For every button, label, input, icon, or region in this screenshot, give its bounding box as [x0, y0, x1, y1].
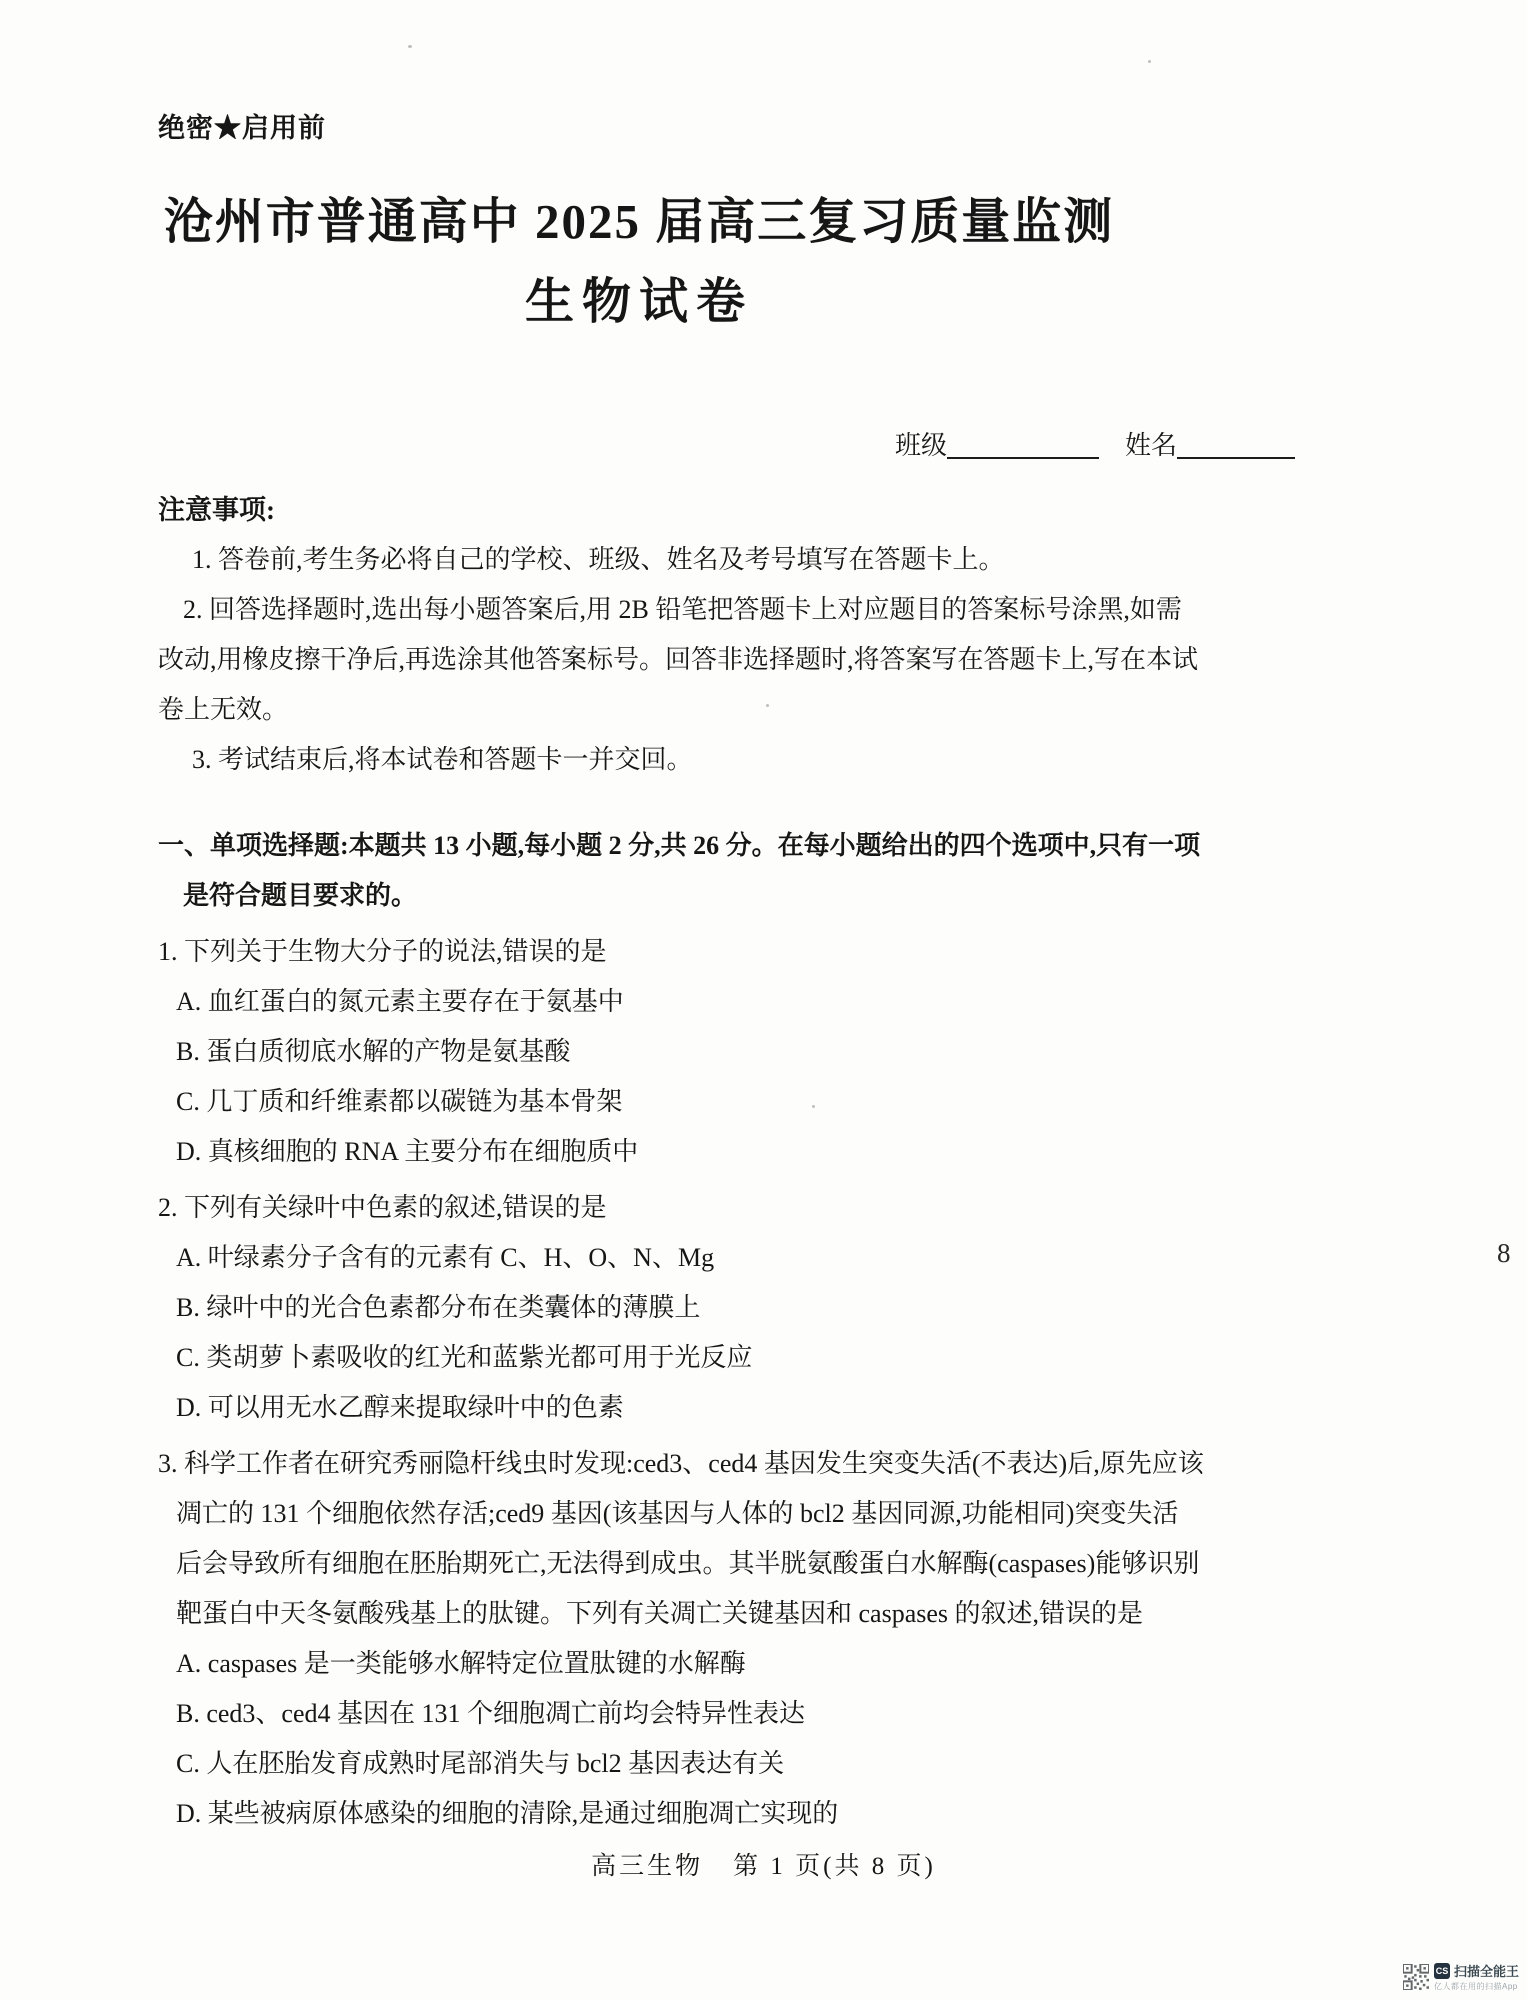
page-edge-stray-char: 8: [1497, 1238, 1511, 1268]
notice-line: 3. 考试结束后,将本试卷和答题卡一并交回。: [192, 745, 693, 774]
page-content: [158, 0, 1204, 1839]
scan-artifact-dot: [1148, 60, 1151, 63]
option-d: D. 可以用无水乙醇来提取绿叶中的色素: [176, 1393, 624, 1422]
option-b: B. 绿叶中的光合色素都分布在类囊体的薄膜上: [176, 1293, 701, 1322]
section-heading-line: 一、单项选择题:本题共 13 小题,每小题 2 分,共 26 分。在每小题给出的四个选项中,只有一项: [158, 831, 1201, 860]
watermark-app-name: 扫描全能王: [1453, 1964, 1519, 1979]
question-stem-line: 后会导致所有细胞在胚胎期死亡,无法得到成虫。其半胱氨酸蛋白水解酶(caspases)能够识别: [176, 1549, 1200, 1578]
class-label: 班级: [895, 431, 948, 460]
question-stem: 1. 下列关于生物大分子的说法,错误的是: [158, 937, 607, 966]
notice-item-2: [158, 585, 1199, 735]
watermark-top-row: [1434, 1961, 1519, 1980]
question-1: [158, 927, 1120, 1177]
section-heading-line: 是符合题目要求的。: [183, 881, 418, 910]
footer-course-label: 高三生物: [591, 1853, 704, 1880]
notice-item-3: [158, 735, 1120, 785]
option-c: C. 几丁质和纤维素都以碳链为基本骨架: [176, 1087, 623, 1116]
watermark-tagline: 亿人都在用的扫描App: [1433, 1982, 1518, 1991]
qr-code-icon: [1403, 1964, 1429, 1990]
option-d: D. 真核细胞的 RNA 主要分布在细胞质中: [176, 1137, 639, 1166]
option-a: A. 血红蛋白的氮元素主要存在于氨基中: [176, 987, 624, 1016]
option-a: A. 叶绿素分子含有的元素有 C、H、O、N、Mg: [176, 1243, 715, 1272]
notice-line: 卷上无效。: [158, 695, 289, 724]
scan-artifact-dot: [408, 45, 412, 48]
exam-title: 沧州市普通高中 2025 届高三复习质量监测: [163, 194, 1115, 249]
question-stem: 2. 下列有关绿叶中色素的叙述,错误的是: [158, 1193, 607, 1222]
notice-item-1: [158, 535, 1120, 585]
scan-artifact-dot: [812, 1105, 815, 1108]
camscanner-logo-icon: CS: [1434, 1963, 1450, 1979]
notice-line: 改动,用橡皮擦干净后,再选涂其他答案标号。回答非选择题时,将答案写在答题卡上,写在本试: [158, 645, 1199, 674]
notice-heading: 注意事项:: [158, 495, 275, 525]
question-stem-line: 靶蛋白中天冬氨酸残基上的肽键。下列有关凋亡关键基因和 caspases 的叙述,错误的是: [176, 1599, 1144, 1628]
name-blank-line: [1177, 430, 1295, 459]
question-stem-line: 3. 科学工作者在研究秀丽隐杆线虫时发现:ced3、ced4 基因发生突变失活(不表达)后,原先应该: [158, 1449, 1204, 1478]
question-stem-line: 凋亡的 131 个细胞依然存活;ced9 基因(该基因与人体的 bcl2 基因同源,功能相同)突变失活: [176, 1499, 1179, 1528]
question-3: [158, 1439, 1204, 1839]
name-label: 姓名: [1125, 431, 1178, 460]
page-footer: [0, 1846, 1527, 1882]
footer-page-number: 第 1 页(共 8 页): [733, 1853, 936, 1880]
option-b: B. 蛋白质彻底水解的产物是氨基酸: [176, 1037, 571, 1066]
exam-subtitle: 生物试卷: [524, 274, 753, 329]
camscanner-watermark: [1403, 1961, 1519, 1992]
question-2: [158, 1183, 1120, 1433]
scan-artifact-dot: [766, 704, 769, 707]
student-fields-row: [895, 425, 1295, 462]
class-blank-line: [947, 430, 1099, 459]
option-b: B. ced3、ced4 基因在 131 个细胞凋亡前均会特异性表达: [176, 1699, 806, 1728]
option-c: C. 人在胚胎发育成熟时尾部消失与 bcl2 基因表达有关: [176, 1749, 785, 1778]
option-d: D. 某些被病原体感染的细胞的清除,是通过细胞凋亡实现的: [176, 1799, 839, 1828]
notice-line: 2. 回答选择题时,选出每小题答案后,用 2B 铅笔把答题卡上对应题目的答案标号涂黑,如需: [183, 595, 1182, 624]
section-one-heading: [158, 821, 1201, 921]
option-a: A. caspases 是一类能够水解特定位置肽键的水解酶: [176, 1649, 746, 1678]
notice-line: 1. 答卷前,考生务必将自己的学校、班级、姓名及考号填写在答题卡上。: [192, 545, 1005, 574]
watermark-text-block: [1434, 1961, 1519, 1992]
option-c: C. 类胡萝卜素吸收的红光和蓝紫光都可用于光反应: [176, 1343, 753, 1372]
classification-banner: 绝密★启用前: [158, 113, 326, 143]
